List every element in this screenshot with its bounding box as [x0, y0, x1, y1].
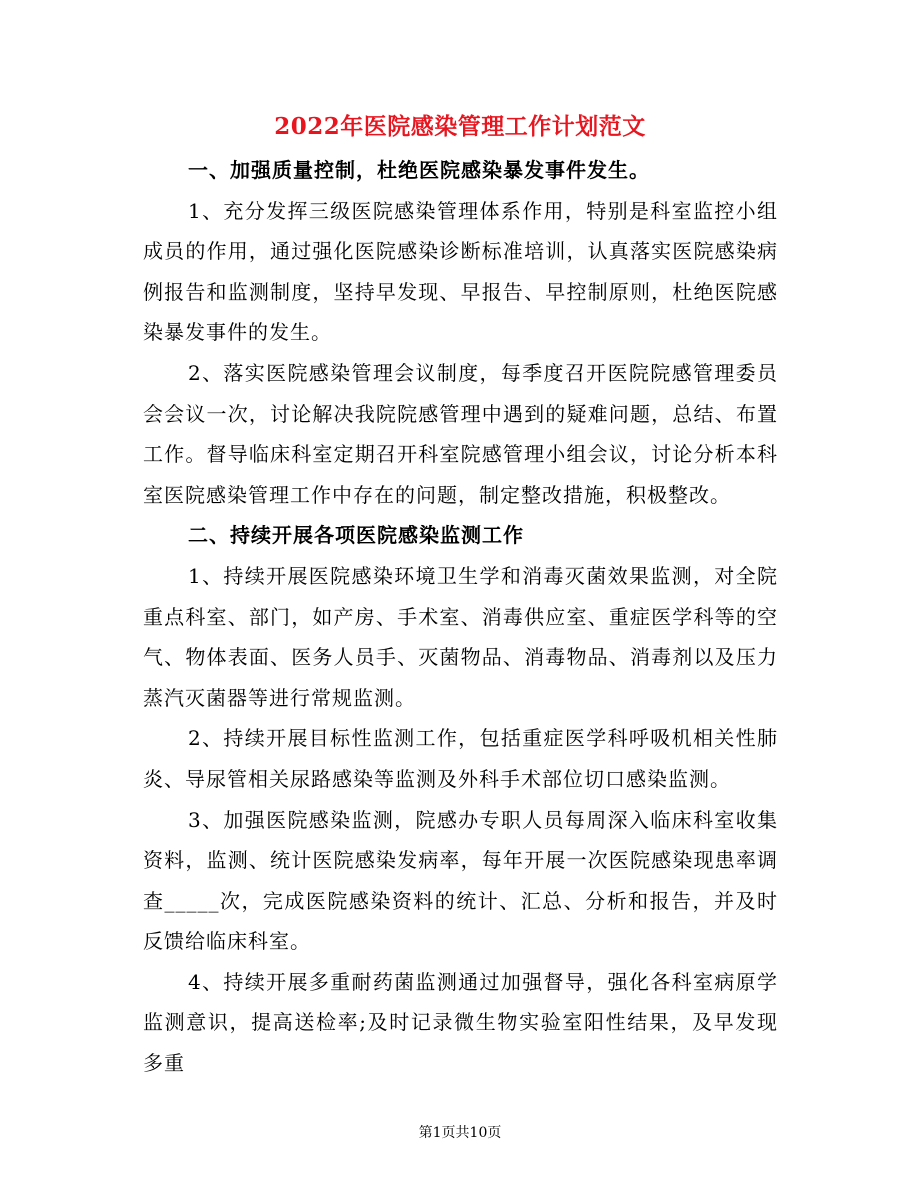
paragraph-2-4: 4、持续开展多重耐药菌监测通过加强督导，强化各科室病原学监测意识，提高送检率;及时记录微生物实验室阳性结果，及早发现多重: [143, 969, 778, 1076]
paragraph-2-1: 1、持续开展医院感染环境卫生学和消毒灭菌效果监测，对全院重点科室、部门，如产房、手术室、消毒供应室、重症医学科等的空气、物体表面、医务人员手、灭菌物品、消毒物品、消毒剂以及压力蒸汽灭菌器等进行常规监测。: [143, 563, 778, 710]
section-heading-2: 二、持续开展各项医院感染监测工作: [188, 523, 524, 548]
paragraph-2-3: 3、加强医院感染监测，院感办专职人员每周深入临床科室收集资料，监测、统计医院感染发病率，每年开展一次医院感染现患率调查_____次，完成医院感染资料的统计、汇总、分析和报告，并及时反馈给临床科室。: [143, 807, 778, 954]
paragraph-2-2: 2、持续开展目标性监测工作，包括重症医学科呼吸机相关性肺炎、导尿管相关尿路感染等监测及外科手术部位切口感染监测。: [143, 726, 778, 791]
paragraph-1-1: 1、充分发挥三级医院感染管理体系作用，特别是科室监控小组成员的作用，通过强化医院感染诊断标准培训，认真落实医院感染病例报告和监测制度，坚持早发现、早报告、早控制原则，杜绝医院感染暴发事件的发生。: [143, 198, 778, 345]
document-body: [143, 150, 778, 1084]
page-footer: 第1页共10页: [418, 1125, 502, 1141]
section-heading-1: 一、加强质量控制，杜绝医院感染暴发事件发生。: [188, 158, 650, 182]
paragraph-1-2: 2、落实医院感染管理会议制度，每季度召开医院院感管理委员会会议一次，讨论解决我院院感管理中遇到的疑难问题，总结、布置工作。督导临床科室定期召开科室院感管理小组会议，讨论分析本科室医院感染管理工作中存在的问题，制定整改措施，积极整改。: [143, 360, 778, 507]
document-title: 2022年医院感染管理工作计划范文: [274, 113, 646, 140]
